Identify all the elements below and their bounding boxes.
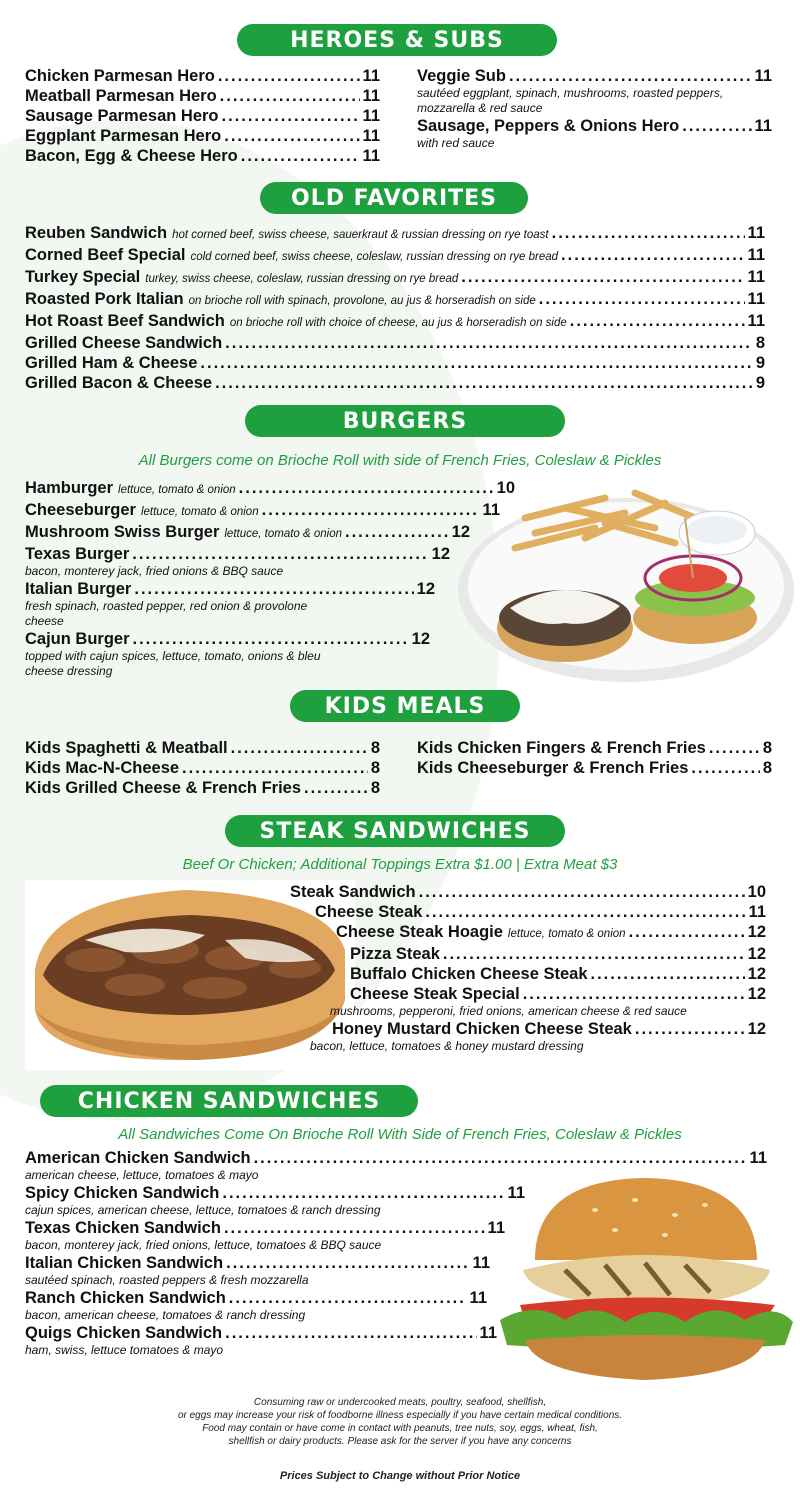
leader-dots — [229, 1288, 467, 1308]
leader-dots — [419, 882, 745, 902]
menu-item — [315, 902, 766, 922]
steak-list — [290, 882, 766, 1054]
leader-dots — [691, 758, 759, 778]
menu-item — [417, 738, 772, 758]
burgers-section-header: BURGERS — [245, 405, 565, 437]
menu-item-price: 11 — [747, 268, 765, 286]
menu-item — [332, 1019, 766, 1039]
menu-item-price: 11 — [747, 224, 765, 242]
menu-item-name: Mushroom Swiss Burger — [25, 523, 220, 541]
menu-item-price: 11 — [749, 1149, 767, 1167]
menu-item-price: 11 — [747, 312, 765, 330]
leader-dots — [635, 1019, 745, 1039]
menu-item-subtext: cajun spices, american cheese, lettuce, tomatoes & ranch dressing — [25, 1203, 381, 1217]
menu-item-price: 11 — [362, 67, 380, 85]
menu-item-subtext: with red sauce — [417, 136, 495, 150]
menu-item-name: Hot Roast Beef Sandwich — [25, 312, 225, 330]
disclaimer-line: shellfish or dairy products. Please ask for the server if you have any concerns — [228, 1436, 572, 1447]
menu-item-name: Grilled Bacon & Cheese — [25, 374, 213, 392]
leader-dots — [182, 758, 368, 778]
menu-item-price: 11 — [362, 107, 380, 125]
menu-item-name: Honey Mustard Chicken Cheese Steak — [332, 1020, 632, 1038]
leader-dots — [461, 267, 744, 287]
menu-item — [417, 66, 772, 86]
menu-item-subtext: bacon, lettuce, tomatoes & honey mustard dressing — [310, 1039, 584, 1053]
leader-dots — [561, 245, 745, 265]
menu-item — [25, 223, 765, 245]
leader-dots — [222, 106, 360, 126]
menu-item — [336, 922, 766, 944]
menu-item-price: 9 — [755, 374, 765, 392]
menu-item-price: 11 — [747, 290, 765, 308]
menu-item — [417, 758, 772, 778]
leader-dots — [709, 738, 760, 758]
leader-dots — [220, 86, 360, 106]
leader-dots — [345, 522, 449, 542]
menu-item — [25, 738, 380, 758]
menu-item-name: Grilled Cheese Sandwich — [25, 334, 223, 352]
menu-item — [25, 245, 765, 267]
menu-item-name: Cajun Burger — [25, 630, 130, 648]
leader-dots — [225, 333, 753, 353]
menu-item-price: 11 — [469, 1289, 487, 1307]
leader-dots — [262, 500, 480, 520]
disclaimer-line: Consuming raw or undercooked meats, poultry, seafood, shellfish, — [253, 1397, 547, 1408]
menu-item-name: Spicy Chicken Sandwich — [25, 1184, 220, 1202]
menu-item-description: lettuce, tomato & onion — [224, 528, 343, 540]
menu-item-subtext: sautéed spinach, roasted peppers & fresh mozzarella — [25, 1273, 309, 1287]
leader-dots — [552, 223, 745, 243]
menu-item — [25, 758, 380, 778]
menu-item-price: 12 — [747, 945, 766, 963]
menu-item-description: lettuce, tomato & onion — [507, 928, 626, 940]
burgers-list — [25, 478, 515, 679]
leader-dots — [200, 353, 752, 373]
menu-item — [25, 1288, 487, 1308]
menu-item-name: Cheese Steak Hoagie — [336, 923, 503, 941]
menu-item-name: Texas Chicken Sandwich — [25, 1219, 221, 1237]
favorites-section-header: OLD FAVORITES — [260, 182, 528, 214]
leader-dots — [218, 66, 360, 86]
steak-note: Beef Or Chicken; Additional Toppings Extra $1.00 | Extra Meat $3 — [182, 856, 618, 873]
menu-item-name: Eggplant Parmesan Hero — [25, 127, 222, 145]
menu-item-name: Texas Burger — [25, 545, 130, 563]
menu-item-name: Pizza Steak — [350, 945, 440, 963]
menu-item-subtext: bacon, monterey jack, fried onions, lettuce, tomatoes & BBQ sauce — [25, 1238, 382, 1252]
menu-item — [25, 289, 765, 311]
kids-right-column — [417, 738, 772, 778]
leader-dots — [215, 373, 753, 393]
menu-item-price: 11 — [482, 501, 500, 519]
menu-item-name: Meatball Parmesan Hero — [25, 87, 217, 105]
menu-item-description: hot corned beef, swiss cheese, sauerkraut & russian dressing on rye toast — [172, 229, 549, 241]
menu-item — [25, 1183, 525, 1203]
menu-item-price: 12 — [747, 923, 766, 941]
menu-item-subtext: bacon, monterey jack, fried onions & BBQ sauce — [25, 564, 284, 578]
menu-item-price: 10 — [496, 479, 515, 497]
menu-item-price: 11 — [748, 903, 766, 921]
menu-item-name: Steak Sandwich — [290, 883, 416, 901]
menu-item-subtext: ham, swiss, lettuce tomatoes & mayo — [25, 1343, 224, 1357]
leader-dots — [224, 126, 359, 146]
menu-item-price: 11 — [472, 1254, 490, 1272]
leader-dots — [304, 778, 368, 798]
leader-dots — [241, 146, 360, 166]
menu-item-price: 12 — [411, 630, 430, 648]
menu-item-price: 12 — [431, 545, 450, 563]
menu-item-name: Turkey Special — [25, 268, 141, 286]
menu-item-price: 12 — [416, 580, 435, 598]
leader-dots — [231, 738, 368, 758]
menu-item-price: 12 — [451, 523, 470, 541]
menu-item — [25, 522, 470, 544]
menu-item-subtext: topped with cajun spices, lettuce, tomato, onions & bleu cheese dressing — [25, 649, 321, 678]
menu-item-price: 11 — [479, 1324, 497, 1342]
leader-dots — [682, 116, 751, 136]
menu-item-subtext: mushrooms, pepperoni, fried onions, american cheese & red sauce — [330, 1004, 687, 1018]
menu-item-price: 11 — [362, 87, 380, 105]
menu-item-price: 12 — [747, 965, 766, 983]
menu-item-price: 8 — [370, 759, 380, 777]
menu-item-price: 11 — [754, 67, 772, 85]
menu-item — [25, 629, 430, 649]
menu-item-description: turkey, swiss cheese, coleslaw, russian dressing on rye bread — [145, 273, 459, 285]
menu-item-description: cold corned beef, swiss cheese, coleslaw, russian dressing on rye bread — [190, 251, 559, 263]
menu-item-name: Kids Grilled Cheese & French Fries — [25, 779, 302, 797]
menu-item-price: 11 — [754, 117, 772, 135]
menu-item-name: Buffalo Chicken Cheese Steak — [350, 965, 588, 983]
menu-item — [25, 579, 435, 599]
menu-item — [25, 106, 380, 126]
allergy-disclaimer — [0, 1396, 800, 1448]
menu-item-name: Kids Chicken Fingers & French Fries — [417, 739, 706, 757]
menu-item-name: Corned Beef Special — [25, 246, 186, 264]
leader-dots — [425, 902, 745, 922]
menu-item-price: 8 — [370, 739, 380, 757]
menu-item-price: 10 — [747, 883, 766, 901]
menu-item — [25, 86, 380, 106]
leader-dots — [539, 289, 745, 309]
menu-item-price: 8 — [762, 739, 772, 757]
menu-item — [25, 267, 765, 289]
menu-item — [350, 944, 766, 964]
menu-item-name: Sausage Parmesan Hero — [25, 107, 219, 125]
menu-item-price: 11 — [362, 127, 380, 145]
menu-item-price: 8 — [755, 334, 765, 352]
menu-item-description: lettuce, tomato & onion — [140, 506, 259, 518]
menu-item-subtext: american cheese, lettuce, tomatoes & mayo — [25, 1168, 259, 1182]
menu-item-price: 11 — [362, 147, 380, 165]
menu-item — [25, 126, 380, 146]
menu-item — [25, 66, 380, 86]
menu-item-price: 12 — [747, 985, 766, 1003]
menu-item-name: Bacon, Egg & Cheese Hero — [25, 147, 238, 165]
chicken-section-header: CHICKEN SANDWICHES — [40, 1085, 418, 1117]
leader-dots — [570, 311, 745, 331]
chicken-sandwich-photo — [495, 1170, 795, 1385]
menu-item-price: 9 — [755, 354, 765, 372]
price-notice: Prices Subject to Change without Prior Notice — [279, 1470, 521, 1482]
leader-dots — [523, 984, 745, 1004]
menu-item-price: 12 — [747, 1020, 766, 1038]
menu-item-description: on brioche roll with choice of cheese, au jus & horseradish on side — [229, 317, 567, 329]
menu-item-name: Kids Cheeseburger & French Fries — [417, 759, 689, 777]
steak-section-header: STEAK SANDWICHES — [225, 815, 565, 847]
leader-dots — [591, 964, 745, 984]
menu-item-subtext: fresh spinach, roasted pepper, red onion & provolone cheese — [25, 599, 308, 628]
heroes-left-column — [25, 66, 380, 166]
leader-dots — [629, 922, 745, 942]
leader-dots — [509, 66, 752, 86]
burger-plate-photo — [455, 478, 797, 688]
menu-item-name: Sausage, Peppers & Onions Hero — [417, 117, 680, 135]
disclaimer-line: or eggs may increase your risk of foodborne illness especially if you have certain medical conditions. — [177, 1410, 623, 1421]
menu-item — [417, 116, 772, 136]
menu-item-name: Roasted Pork Italian — [25, 290, 184, 308]
chicken-note: All Sandwiches Come On Brioche Roll With Side of French Fries, Coleslaw & Pickles — [118, 1126, 682, 1143]
menu-item — [350, 964, 766, 984]
menu-item-name: Chicken Parmesan Hero — [25, 67, 215, 85]
menu-item-name: Hamburger — [25, 479, 114, 497]
menu-item-price: 11 — [507, 1184, 525, 1202]
menu-item — [25, 500, 500, 522]
leader-dots — [225, 1323, 476, 1343]
leader-dots — [222, 1183, 504, 1203]
menu-item-name: Quigs Chicken Sandwich — [25, 1324, 223, 1342]
menu-item — [25, 146, 380, 166]
menu-item — [25, 1253, 490, 1273]
menu-item-name: Cheese Steak Special — [350, 985, 520, 1003]
favorites-list — [25, 223, 765, 393]
menu-item-name: Kids Spaghetti & Meatball — [25, 739, 228, 757]
menu-item — [350, 984, 766, 1004]
leader-dots — [134, 579, 413, 599]
leader-dots — [224, 1218, 485, 1238]
menu-item-name: Reuben Sandwich — [25, 224, 168, 242]
menu-item-name: Cheese Steak — [315, 903, 423, 921]
menu-item-subtext: sautéed eggplant, spinach, mushrooms, roasted peppers, mozzarella & red sauce — [417, 86, 724, 115]
menu-item — [25, 478, 515, 500]
menu-item — [25, 778, 380, 798]
heroes-right-column — [417, 66, 772, 151]
menu-item-description: lettuce, tomato & onion — [118, 484, 236, 496]
menu-item-name: Grilled Ham & Cheese — [25, 354, 198, 372]
menu-item-name: American Chicken Sandwich — [25, 1149, 251, 1167]
menu-item-description: on brioche roll with spinach, provolone, au jus & horseradish on side — [188, 295, 536, 307]
heroes-section-header: HEROES & SUBS — [237, 24, 557, 56]
menu-item-price: 11 — [487, 1219, 505, 1237]
menu-item — [25, 1323, 497, 1343]
burgers-note: All Burgers come on Brioche Roll with side of French Fries, Coleslaw & Pickles — [138, 452, 662, 469]
menu-item — [25, 333, 765, 353]
menu-item-name: Cheeseburger — [25, 501, 136, 519]
menu-item — [290, 882, 766, 902]
menu-item — [25, 311, 765, 333]
leader-dots — [254, 1148, 747, 1168]
kids-left-column — [25, 738, 380, 798]
menu-item — [25, 1148, 767, 1168]
leader-dots — [133, 629, 409, 649]
menu-item-price: 8 — [762, 759, 772, 777]
menu-item-name: Veggie Sub — [417, 67, 506, 85]
menu-item — [25, 353, 765, 373]
disclaimer-line: Food may contain or have come in contact with peanuts, tree nuts, soy, eggs, wheat, fish, — [202, 1423, 598, 1434]
kids-section-header: KIDS MEALS — [290, 690, 520, 722]
menu-item-name: Italian Burger — [25, 580, 132, 598]
menu-item-name: Kids Mac-N-Cheese — [25, 759, 180, 777]
menu-item-name: Italian Chicken Sandwich — [25, 1254, 224, 1272]
leader-dots — [443, 944, 745, 964]
menu-item-price: 8 — [370, 779, 380, 797]
menu-item-price: 11 — [747, 246, 765, 264]
menu-item — [25, 544, 450, 564]
menu-item — [25, 373, 765, 393]
leader-dots — [132, 544, 428, 564]
menu-item — [25, 1218, 505, 1238]
menu-item-subtext: bacon, american cheese, tomatoes & ranch dressing — [25, 1308, 306, 1322]
menu-item-name: Ranch Chicken Sandwich — [25, 1289, 226, 1307]
leader-dots — [226, 1253, 469, 1273]
